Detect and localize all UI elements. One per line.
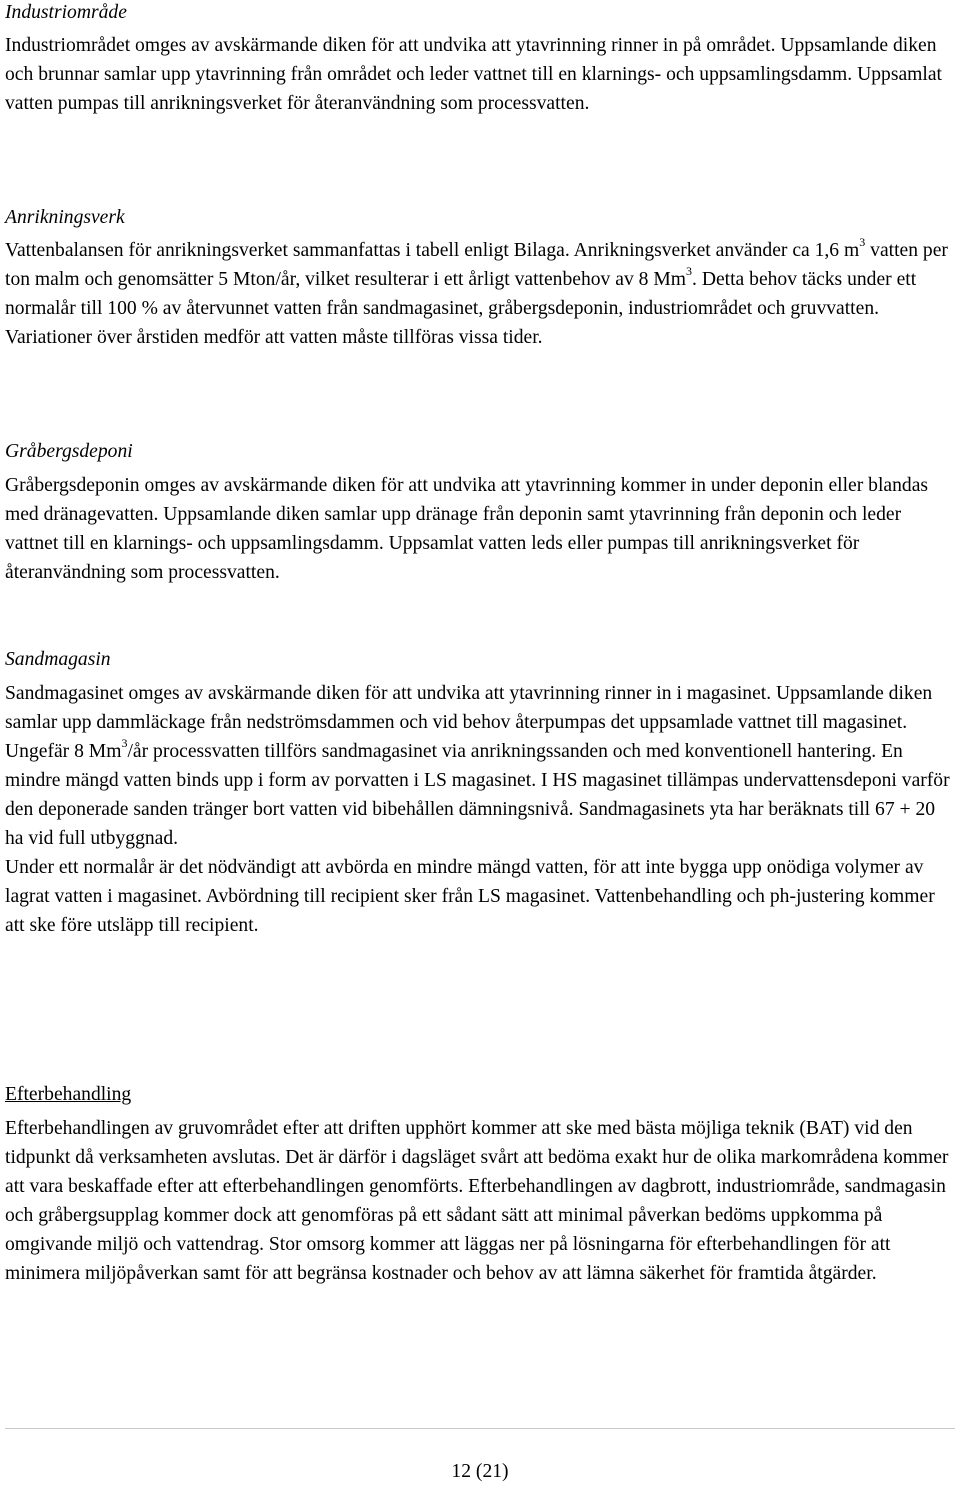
heading-sandmagasin: Sandmagasin bbox=[5, 649, 111, 670]
paragraph-sandmagasin-2-part-b: /år processvatten tillförs sandmagasinet via anrikningssanden och med konventionell hantering. En mindre mängd vatten binds upp i form av porvatten i LS magasinet. I HS magasinet tillämpas undervattensdeponi varför den deponerade sanden tränger bort vatten vid bibehållen dämningsnivå. Sandmagasinets yta har beräknats till 67 + 20 ha vid full utbyggnad. bbox=[5, 741, 950, 849]
paragraph-sandmagasin-2-part-a: Ungefär 8 Mm bbox=[5, 741, 122, 762]
paragraph-sandmagasin-2 bbox=[5, 737, 955, 853]
footer-divider bbox=[5, 1428, 955, 1429]
paragraph-grabergsdeponi: Gråbergsdeponin omges av avskärmande diken för att undvika att ytavrinning kommer in under deponin eller blandas med dränagevatten. Uppsamlande diken samlar upp dränage från deponin samt ytavrinning från deponin och leder vattnet till en klarnings- och uppsamlingsdamm. Uppsamlat vatten leds eller pumpas till anrikningsverket för återanvändning som processvatten. bbox=[5, 475, 929, 583]
superscript-cubic-a: 3 bbox=[859, 235, 866, 250]
section-grabergsdeponi bbox=[5, 437, 955, 587]
superscript-cubic-b: 3 bbox=[686, 264, 693, 279]
heading-efterbehandling: Efterbehandling bbox=[5, 1084, 132, 1105]
paragraph-sandmagasin-1: Sandmagasinet omges av avskärmande diken för att undvika att ytavrinning rinner in i magasinet. Uppsamlande diken samlar upp dammläckage från nedströmsdammen och vid behov återpumpas det uppsamlade vattnet till magasinet. bbox=[5, 683, 933, 733]
heading-anrikningsverk: Anrikningsverk bbox=[5, 207, 125, 228]
paragraph-anrikningsverk-part-c: . Detta behov täcks under ett normalår till 100 % av återvunnet vatten från sandmagasinet, gråbergsdeponin, industriområdet och gruvvatten. Variationer över årstiden medför att vatten måste tillföras vissa tider. bbox=[5, 269, 917, 348]
paragraph-sandmagasin-3: Under ett normalår är det nödvändigt att avbörda en mindre mängd vatten, för att inte bygga upp onödiga volymer av lagrat vatten i magasinet. Avbördning till recipient sker från LS magasinet. Vattenbehandling och ph-justering kommer att ske före utsläpp till recipient. bbox=[5, 857, 935, 936]
paragraph-industriomrade: Industriområdet omges av avskärmande diken för att undvika att ytavrinning rinner in på området. Uppsamlande diken och brunnar samlar upp ytavrinning från området och leder vattnet till en klarnings- och uppsamlingsdamm. Uppsamlat vatten pumpas till anrikningsverket för återanvändning som processvatten. bbox=[5, 35, 942, 114]
section-anrikningsverk bbox=[5, 203, 955, 352]
paragraph-anrikningsverk bbox=[5, 236, 955, 352]
paragraph-efterbehandling: Efterbehandlingen av gruvområdet efter att driften upphört kommer att ske med bästa möjliga teknik (BAT) vid den tidpunkt då verksamheten avslutas. Det är därför i dagsläget svårt att bedöma exakt hur de olika markområdena kommer att vara beskaffade efter att efterbehandlingen genomförts. Efterbehandlingen av dagbrott, industriområde, sandmagasin och gråbergsupplag kommer dock att genomföras på ett sådant sätt att minimal påverkan bedöms uppkomma på omgivande miljö och vattendrag. Stor omsorg kommer att läggas ner på lösningarna för efterbehandlingen för att minimera miljöpåverkan samt för att begränsa kostnader och behov av att lämna säkerhet för framtida åtgärder. bbox=[5, 1118, 949, 1284]
heading-industriomrade: Industriområde bbox=[5, 2, 127, 23]
paragraph-anrikningsverk-part-a: Vattenbalansen för anrikningsverket sammanfattas i tabell enligt Bilaga. Anrikningsverket använder ca 1,6 m bbox=[5, 240, 860, 261]
heading-grabergsdeponi: Gråbergsdeponi bbox=[5, 441, 133, 462]
superscript-cubic-c: 3 bbox=[121, 736, 128, 751]
paragraph-anrikningsverk-part-b: vatten per ton malm och genomsätter 5 Mton/år, vilket resulterar i ett årligt vattenbehov av 8 Mm bbox=[5, 240, 948, 290]
section-sandmagasin bbox=[5, 645, 955, 940]
section-industriomrade bbox=[5, 0, 955, 118]
page-number: 12 (21) bbox=[451, 1461, 509, 1482]
section-efterbehandling bbox=[5, 1080, 955, 1288]
